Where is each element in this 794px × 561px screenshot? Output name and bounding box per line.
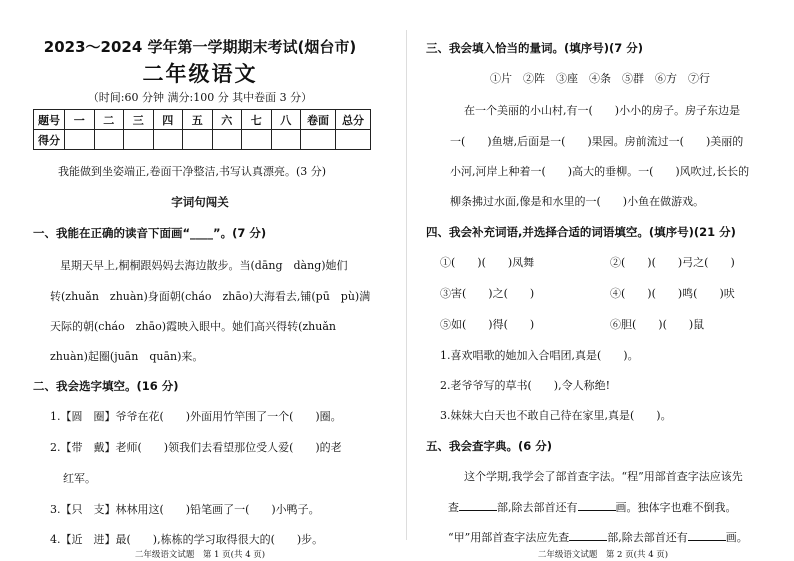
answer-blank[interactable] bbox=[578, 500, 616, 511]
score-cell: 题号 bbox=[34, 110, 65, 130]
q5-text: 画。独体字也难不倒我。 bbox=[615, 501, 737, 514]
score-table-header-row bbox=[34, 110, 371, 130]
q4-idiom: ⑥胆( )( )鼠 bbox=[610, 318, 705, 331]
q4-idiom: ①( )( )凤舞 bbox=[440, 256, 535, 269]
q4-sentence: 2.老爷爷写的草书( ),令人称绝! bbox=[440, 379, 610, 392]
page-divider bbox=[406, 30, 407, 540]
score-input-cell[interactable] bbox=[94, 130, 124, 150]
exam-info: （时间:60 分钟 满分:100 分 其中卷面 3 分） bbox=[87, 91, 313, 104]
score-table bbox=[33, 109, 371, 150]
q5-line bbox=[448, 499, 737, 515]
score-cell: 六 bbox=[212, 110, 242, 130]
score-cell: 五 bbox=[183, 110, 213, 130]
score-input-cell[interactable] bbox=[212, 130, 242, 150]
q3-line: 在一个美丽的小山村,有一( )小小的房子。房子东边是 bbox=[464, 104, 741, 117]
q5-text: “甲”用部首查字法应先查 bbox=[448, 531, 570, 544]
score-input-cell[interactable] bbox=[183, 130, 213, 150]
score-table-score-row bbox=[34, 130, 371, 150]
q1-line: 转(zhuǎn zhuàn)身面朝(cháo zhāo)大海看去,铺(pū pù)满 bbox=[50, 290, 371, 303]
page-footer: 二年级语文试题 第 1 页(共 4 页) bbox=[134, 550, 266, 560]
score-cell: 七 bbox=[242, 110, 272, 130]
q2-line: 1.【圆 圈】爷爷在花( )外面用竹竿围了一个( )圈。 bbox=[50, 410, 342, 423]
score-cell: 二 bbox=[94, 110, 124, 130]
score-cell: 八 bbox=[271, 110, 301, 130]
q1-line: 天际的朝(cháo zhāo)霞映入眼中。她们高兴得转(zhuǎn bbox=[50, 320, 336, 333]
q1-line: zhuàn)起圈(juān quān)来。 bbox=[50, 350, 204, 363]
score-row-label: 得分 bbox=[34, 130, 65, 150]
q1-line: 星期天早上,桐桐跟妈妈去海边散步。当(dāng dàng)她们 bbox=[60, 259, 348, 272]
section-heading: 字词句闯关 bbox=[171, 195, 229, 209]
answer-blank[interactable] bbox=[569, 530, 607, 541]
q5-line: 这个学期,我学会了部首查字法。“程”用部首查字法应该先 bbox=[464, 470, 743, 483]
q3-line: 小河,河岸上种着一( )高大的垂柳。一( )风吹过,长长的 bbox=[450, 165, 750, 178]
exam-title: 2023～2024 学年第一学期期末考试(烟台市) bbox=[43, 38, 357, 56]
score-input-cell[interactable] bbox=[124, 130, 154, 150]
grade-subject-title: 二年级语文 bbox=[142, 61, 258, 86]
score-input-cell[interactable] bbox=[242, 130, 272, 150]
neatness-note: 我能做到坐姿端正,卷面干净整洁,书写认真漂亮。(3 分) bbox=[58, 165, 327, 178]
q4-sentence: 1.喜欢唱歌的她加入合唱团,真是( )。 bbox=[440, 349, 639, 362]
q4-idiom: ④( )( )鸣( )吠 bbox=[610, 287, 735, 300]
score-input-cell[interactable] bbox=[153, 130, 183, 150]
q2-line: 2.【带 戴】老师( )领我们去看望那位受人爱( )的老 bbox=[50, 441, 342, 454]
q2-line: 3.【只 支】林林用这( )铅笔画了一( )小鸭子。 bbox=[50, 503, 320, 516]
q4-idiom: ⑤如( )得( ) bbox=[440, 318, 535, 331]
q3-line: 柳条拂过水面,像是和水里的一( )小鱼在做游戏。 bbox=[450, 195, 705, 208]
q2-title: 二、我会选字填空。(16 分) bbox=[33, 379, 179, 393]
q5-text: 查 bbox=[448, 501, 459, 514]
q5-text: 部,除去部首还有 bbox=[497, 501, 578, 514]
q5-text: 画。 bbox=[725, 531, 748, 544]
q4-sentence: 3.妹妹大白天也不敢自己待在家里,真是( )。 bbox=[440, 409, 672, 422]
q1-title: 一、我能在正确的读音下面画“____”。(7 分) bbox=[33, 226, 267, 240]
q4-title: 四、我会补充词语,并选择合适的词语填空。(填序号)(21 分) bbox=[426, 225, 736, 239]
answer-blank[interactable] bbox=[459, 500, 497, 511]
answer-blank[interactable] bbox=[688, 530, 726, 541]
score-cell: 四 bbox=[153, 110, 183, 130]
score-cell: 总分 bbox=[336, 110, 371, 130]
score-input-cell[interactable] bbox=[65, 130, 95, 150]
q4-idiom: ③害( )之( ) bbox=[440, 287, 535, 300]
score-cell: 一 bbox=[65, 110, 95, 130]
page-footer: 二年级语文试题 第 2 页(共 4 页) bbox=[537, 550, 669, 560]
score-input-cell[interactable] bbox=[301, 130, 336, 150]
q4-idiom: ②( )( )弓之( ) bbox=[610, 256, 735, 269]
q3-line: 一( )鱼塘,后面是一( )果园。房前流过一( )美丽的 bbox=[450, 135, 744, 148]
score-cell: 卷面 bbox=[301, 110, 336, 130]
q2-line: 红军。 bbox=[63, 472, 96, 485]
q5-text: 部,除去部首还有 bbox=[607, 531, 688, 544]
score-input-cell[interactable] bbox=[336, 130, 371, 150]
score-input-cell[interactable] bbox=[271, 130, 301, 150]
q2-line: 4.【近 进】最( ),栋栋的学习取得很大的( )步。 bbox=[50, 533, 324, 546]
q3-title: 三、我会填入恰当的量词。(填序号)(7 分) bbox=[426, 41, 644, 55]
q3-options: ①片 ②阵 ③座 ④条 ⑤群 ⑥方 ⑦行 bbox=[490, 72, 710, 85]
q5-line bbox=[448, 529, 748, 545]
right-page bbox=[412, 0, 794, 561]
score-cell: 三 bbox=[124, 110, 154, 130]
q5-title: 五、我会查字典。(6 分) bbox=[426, 439, 553, 453]
